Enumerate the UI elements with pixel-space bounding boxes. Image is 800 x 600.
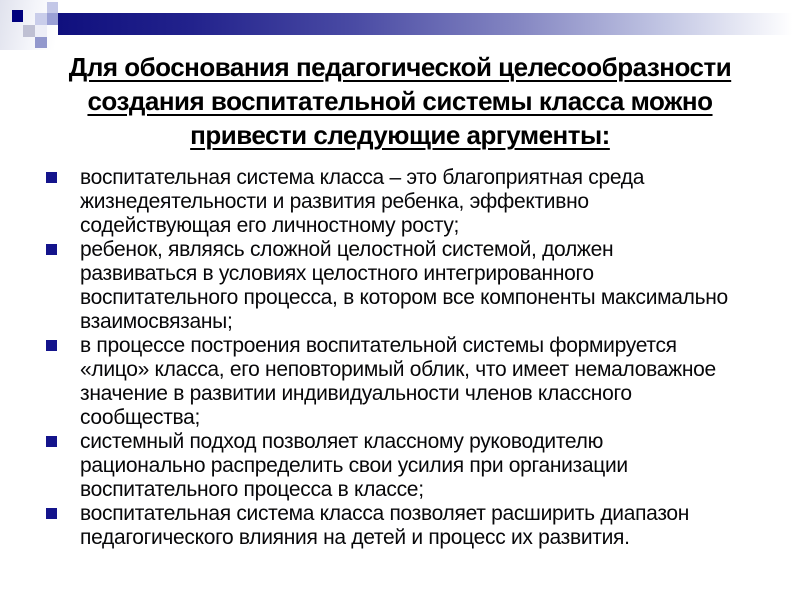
decor-square-icon (47, 2, 58, 13)
bullet-list (46, 166, 730, 550)
decor-square-icon (23, 25, 35, 37)
decor-square-icon (47, 13, 58, 25)
bullet-text: системный подход позволяет классному руководителю рационально распределить свои усилия при организации воспитательного процесса в классе; (80, 430, 628, 501)
square-bullet-icon (46, 244, 57, 255)
decor-square-icon (35, 37, 47, 48)
list-item (46, 166, 730, 238)
bullet-text: воспитательная система класса – это благоприятная среда жизнедеятельности и развития ребенка, эффективно содействующая его личностному росту; (80, 166, 645, 237)
bullet-text: в процессе построения воспитательной системы формируется «лицо» класса, его неповторимый облик, что имеет немаловажное значение в развитии индивидуальности членов классного сообщества; (80, 334, 716, 429)
square-bullet-icon (46, 172, 57, 183)
title-bar-decoration (58, 13, 800, 35)
square-bullet-icon (46, 340, 57, 351)
list-item (46, 430, 730, 502)
decor-square-icon (12, 10, 23, 22)
square-bullet-icon (46, 508, 57, 519)
slide-title: Для обоснования педагогической целесообразности создания воспитательной системы класса можно привести следующие аргументы: (68, 52, 732, 150)
bullet-text: ребенок, являясь сложной целостной системой, должен развиваться в условиях целостного интегрированного воспитательного процесса, в котором все компоненты максимально взаимосвязаны; (80, 238, 728, 333)
square-bullet-icon (46, 436, 57, 447)
list-item (46, 238, 730, 334)
list-item (46, 502, 730, 550)
list-item (46, 334, 730, 430)
decor-square-icon (35, 13, 47, 25)
bullet-text: воспитательная система класса позволяет расширить диапазон педагогического влияния на детей и процесс их развития. (80, 502, 690, 549)
decor-square-icon (35, 25, 47, 37)
